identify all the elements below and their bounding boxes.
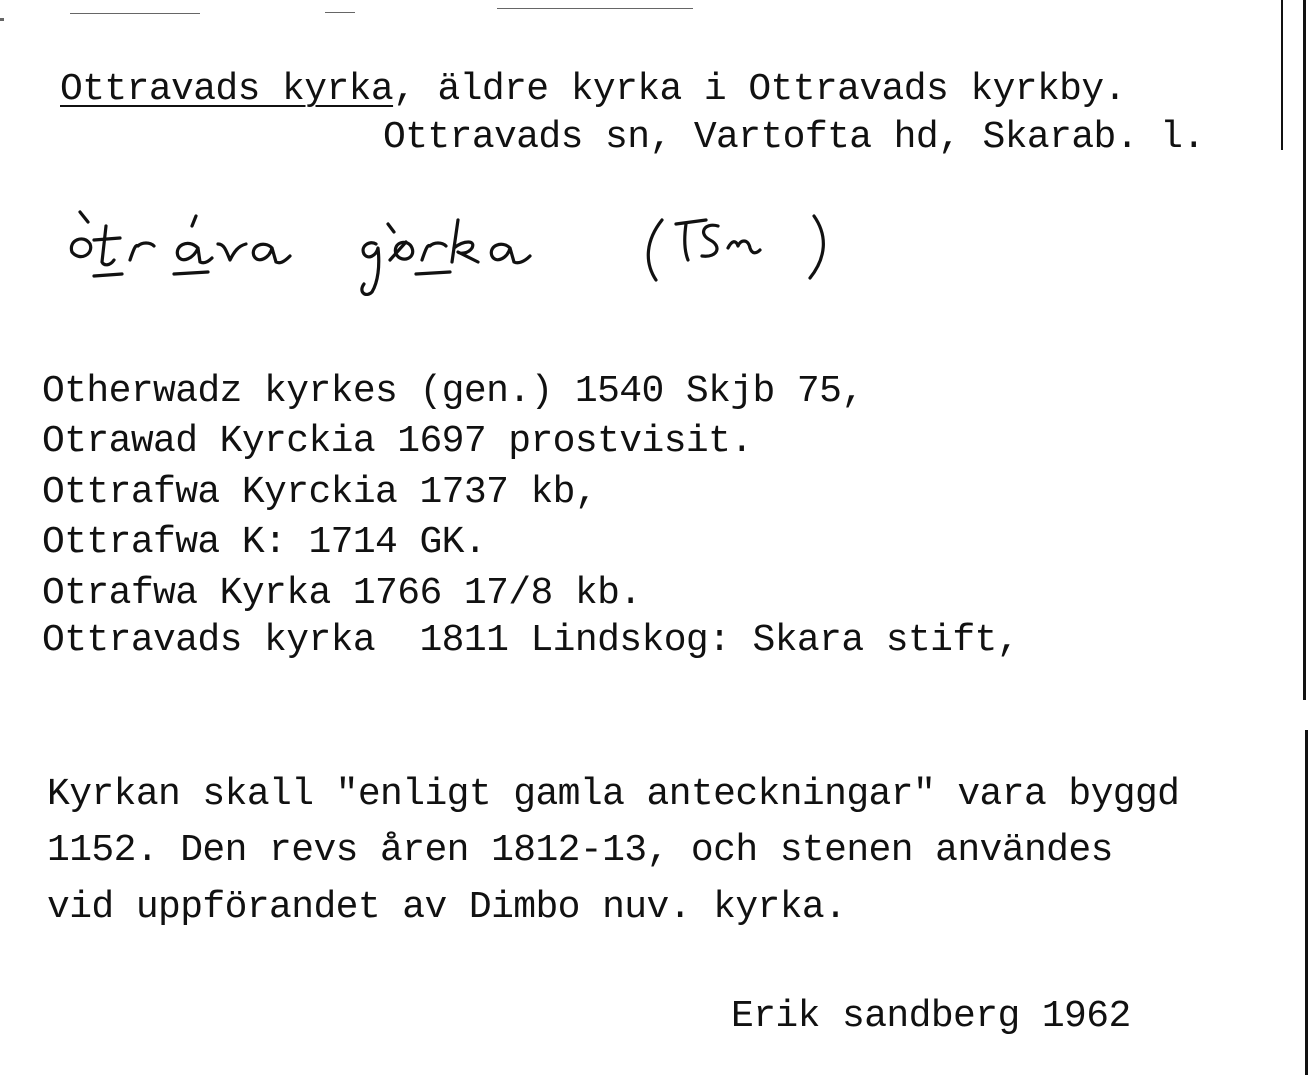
- note-line-1: Kyrkan skall "enligt gamla anteckningar" vara byggd: [47, 773, 1180, 816]
- header-line-1: [60, 68, 1126, 112]
- attestation-5: Otrafwa Kyrka 1766 17/8 kb.: [42, 572, 642, 615]
- attestation-2: Otrawad Kyrckia 1697 prostvisit.: [42, 420, 753, 463]
- entry-location: Ottravads sn, Vartofta hd, Skarab. l.: [383, 116, 1205, 159]
- card-edge-right: [1303, 0, 1306, 700]
- note-line-2: 1152. Den revs åren 1812-13, och stenen användes: [47, 829, 1113, 872]
- attestation-6: Ottravads kyrka 1811 Lindskog: Skara stift,: [42, 619, 1019, 662]
- handwritten-pronunciation: [58, 200, 838, 310]
- attestation-3: Ottrafwa Kyrckia 1737 kb,: [42, 471, 598, 514]
- entry-description: , äldre kyrka i Ottravads kyrkby.: [393, 68, 1126, 111]
- card-edge-right-lower: [1305, 730, 1308, 1075]
- entry-name: Ottravads kyrka: [60, 68, 394, 111]
- attestation-4: Ottrafwa K: 1714 GK.: [42, 521, 487, 564]
- note-line-3: vid uppförandet av Dimbo nuv. kyrka.: [47, 886, 847, 929]
- attestation-1: Otherwadz kyrkes (gen.) 1540 Skjb 75,: [42, 370, 864, 413]
- signature: Erik sandberg 1962: [731, 995, 1131, 1038]
- card-edge-top: [1281, 0, 1283, 150]
- scan-specks: [0, 0, 1314, 30]
